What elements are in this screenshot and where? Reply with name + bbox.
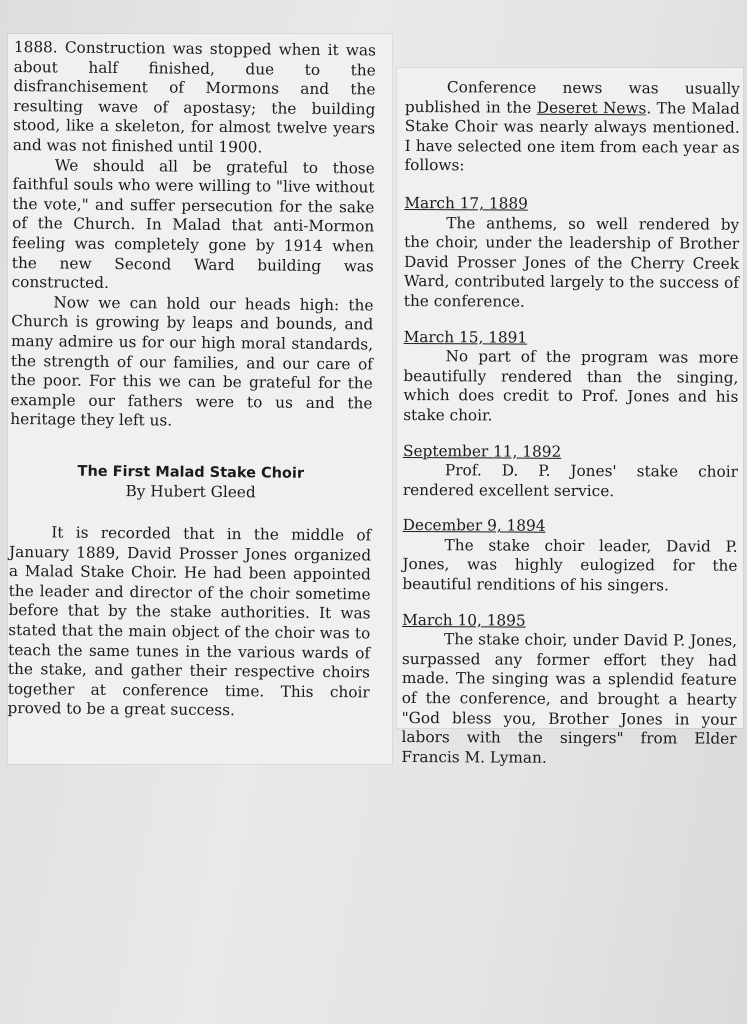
entry-date: September 11, 1892 bbox=[403, 441, 562, 461]
intro-before: Conference news was usually published in the bbox=[404, 78, 740, 117]
section-title: The First Malad Stake Choir bbox=[77, 463, 305, 482]
entry-date: March 17, 1889 bbox=[404, 193, 528, 213]
intro-paragraph bbox=[404, 78, 740, 178]
entry-text: Prof. D. P. Jones' stake choir rendered excellent service. bbox=[402, 461, 738, 500]
entry-1889 bbox=[404, 194, 740, 313]
deseret-news-title: Deseret News bbox=[536, 98, 647, 117]
entry-text: The stake choir leader, David P. Jones, was highly eulogized for the beautiful renditions of his singers. bbox=[402, 536, 738, 595]
paragraph-3: Now we can hold our heads high: the Church is growing by leaps and bounds, and many admire us for our high moral standards, the strength of our families, and our care of the poor. For this we can be grateful for the example our fathers were to us and the heritage they left us. bbox=[10, 293, 374, 430]
entry-text: The stake choir, under David P. Jones, surpassed any former effort they had made. The singing was a splendid feature of the conference, and brought a hearty "God bless you, Brother Jones in your labors with the singers" from Elder Francis M. Lyman. bbox=[401, 630, 738, 767]
paragraph-1: 1888. Construction was stopped when it was about half finished, due to the disfranchisement of Mormons and the resulting wave of apostasy; the building stood, like a skeleton, for almost twelve years and was not finished until 1900. bbox=[12, 38, 376, 157]
entry-date: March 10, 1895 bbox=[402, 610, 526, 630]
entry-1892 bbox=[403, 441, 738, 502]
paragraph-4: It is recorded that in the middle of January 1889, David Prosser Jones organized a Malad Stake Choir. He had been appointed the leader and director of the choir sometime before that by the stake authorities. It was stated that the main object of the choir was to teach the same tunes in the various wards of the stake, and gather their respective choirs together at conference time. This choir proved to be a great success. bbox=[7, 523, 372, 720]
entry-date: March 15, 1891 bbox=[403, 327, 528, 347]
paragraph-2: We should all be grateful to those faithful souls who were willing to "live without the vote," and suffer persecution for the sake of the Church. In Malad that anti-Mormon feeling was completely gone by 1914 when the new Second Ward building was constructed. bbox=[11, 155, 375, 293]
entry-date: December 9, 1894 bbox=[402, 516, 546, 536]
byline: By Hubert Gleed bbox=[125, 482, 256, 502]
entry-1894 bbox=[402, 516, 737, 596]
entry-1891 bbox=[403, 328, 739, 428]
entry-1895 bbox=[401, 611, 737, 770]
entry-text: No part of the program was more beautifully rendered than the singing, which does credit to Prof. Jones and his stake choir. bbox=[403, 347, 739, 425]
intro-after: . The Malad Stake Choir was nearly always mentioned. I have selected one item from each year as follows: bbox=[404, 98, 740, 175]
right-column bbox=[401, 78, 740, 785]
left-column bbox=[7, 38, 376, 722]
entry-text: The anthems, so well rendered by the choir, under the leadership of Brother David Prosser Jones of the Cherry Creek Ward, contributed largely to the success of the conference. bbox=[403, 213, 740, 311]
